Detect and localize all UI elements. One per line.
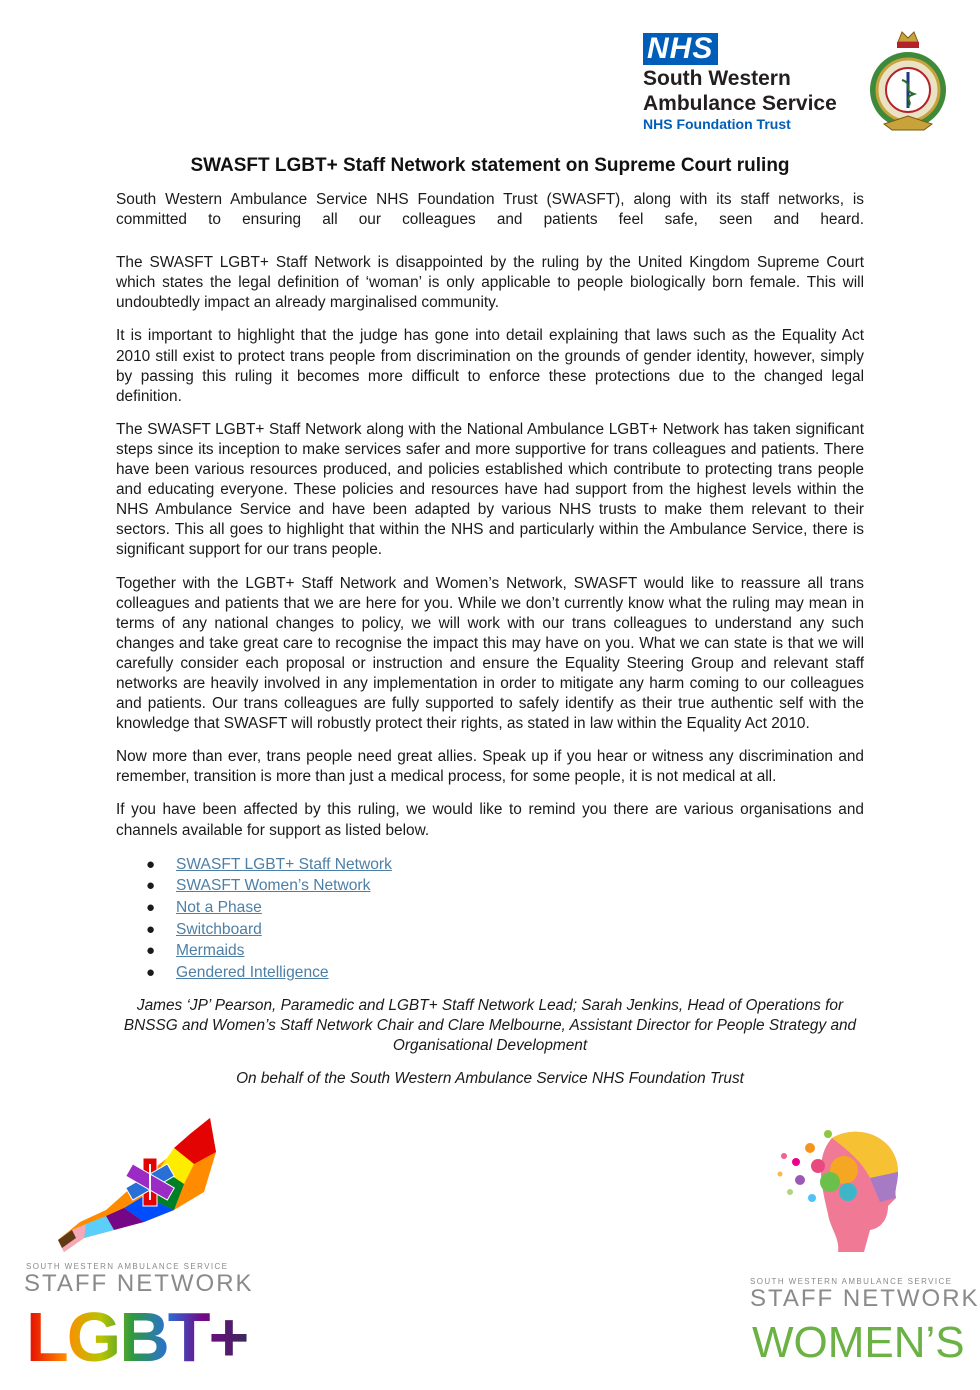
org-name-line3: NHS Foundation Trust	[643, 116, 791, 132]
list-item	[116, 940, 864, 962]
list-item	[116, 875, 864, 897]
womens-profile-dots-icon	[770, 1118, 910, 1258]
paragraph: Now more than ever, trans people need great allies. Speak up if you hear or witness any discrimination and remember, transition is more than just a medical process, for some people, it is not medical at all.	[116, 748, 864, 786]
womens-network-label: STAFF NETWORK	[750, 1285, 980, 1312]
bullet-icon: ●	[146, 855, 156, 873]
bullet-icon: ●	[146, 899, 156, 917]
org-name-line2: Ambulance Service	[643, 92, 837, 115]
link-lgbt-network[interactable]: SWASFT LGBT+ Staff Network	[176, 855, 392, 873]
link-womens-network[interactable]: SWASFT Women’s Network	[176, 877, 371, 895]
paragraph: Together with the LGBT+ Staff Network and Women’s Network, SWASFT would like to reassure all trans colleagues and patients that we are here for you. While we don’t currently know what the ruling may mean in terms of any national changes to policy, we will work with our trans colleagues to understand any such changes and take great care to recognise the impact this may have on you. What we can state is that we will carefully consider each proposal or instruction and ensure the Equality Steering Group and relevant staff networks are heavily involved in any implementation in order to mitigate any harm coming to our colleagues and patients. Our trans colleagues are fully supported to safely identify as their true authentic self with the knowledge that SWASFT will robustly protect their rights, as stated in law within the Equality Act 2010.	[116, 574, 864, 733]
signatories: James ‘JP’ Pearson, Paramedic and LGBT+ Staff Network Lead; Sarah Jenkins, Head of Operations for BNSSG and Women’s Staff Network Chair and Clare Melbourne, Assistant Director for People Strategy and Organisational Development	[123, 996, 857, 1055]
link-switchboard[interactable]: Switchboard	[176, 920, 262, 938]
statement-body	[116, 190, 864, 1089]
link-gendered-intelligence[interactable]: Gendered Intelligence	[176, 964, 329, 982]
bullet-icon: ●	[146, 964, 156, 982]
on-behalf-line: On behalf of the South Western Ambulance Service NHS Foundation Trust	[236, 1070, 744, 1088]
bullet-icon: ●	[146, 920, 156, 938]
list-item	[116, 962, 864, 984]
list-item	[116, 897, 864, 919]
lgbt-network-org: SOUTH WESTERN AMBULANCE SERVICE	[26, 1262, 229, 1271]
ambulance-crest-icon	[864, 24, 952, 136]
link-mermaids[interactable]: Mermaids	[176, 942, 245, 960]
bullet-icon: ●	[146, 877, 156, 895]
page-title: SWASFT LGBT+ Staff Network statement on Supreme Court ruling	[190, 155, 790, 176]
bullet-icon: ●	[146, 942, 156, 960]
rainbow-star-of-life-icon	[24, 1112, 224, 1262]
paragraph: It is important to highlight that the judge has gone into detail explaining that laws such as the Equality Act 2010 still exist to protect trans people from discrimination on the grounds of gender identity, however, simply by passing this ruling it becomes more difficult to enforce these protections due to the changed legal definition.	[116, 327, 864, 405]
nhs-badge: NHS	[643, 33, 718, 65]
womens-network-org: SOUTH WESTERN AMBULANCE SERVICE	[750, 1277, 953, 1286]
org-name-line1: South Western	[643, 67, 791, 90]
womens-wordmark: WOMEN’S	[752, 1318, 965, 1367]
paragraph: The SWASFT LGBT+ Staff Network along with the National Ambulance LGBT+ Network has taken significant steps since its inception to make services safer and more supportive for trans colleagues and patients. There have been various resources produced, and policies established which contribute to protecting trans people and educating everyone. These policies and resources have had support from the highest levels within the NHS Ambulance Service and have been adapted by various NHS trusts to make them relevant to their sectors. This all goes to highlight that within the NHS and particularly within the Ambulance Service, there is significant support for our trans people.	[116, 420, 864, 559]
paragraph: If you have been affected by this ruling, we would like to remind you there are various organisations and channels available for support as listed below.	[116, 801, 864, 839]
paragraph: South Western Ambulance Service NHS Foundation Trust (SWASFT), along with its staff networks, is committed to ensuring all our colleagues and patients feel safe, seen and heard.	[116, 191, 864, 229]
paragraph: The SWASFT LGBT+ Staff Network is disappointed by the ruling by the United Kingdom Supreme Court which states the legal definition of ‘woman’ is only applicable to people biologically born female. This will undoubtedly impact an already marginalised community.	[116, 254, 864, 312]
lgbt-wordmark	[26, 1298, 248, 1376]
link-not-a-phase[interactable]: Not a Phase	[176, 899, 262, 917]
nhs-logo	[643, 33, 853, 133]
lgbt-word: LGBT+	[26, 1298, 248, 1376]
list-item	[116, 854, 864, 876]
list-item	[116, 919, 864, 941]
lgbt-network-label: STAFF NETWORK	[24, 1270, 254, 1297]
support-links-list	[116, 854, 864, 984]
